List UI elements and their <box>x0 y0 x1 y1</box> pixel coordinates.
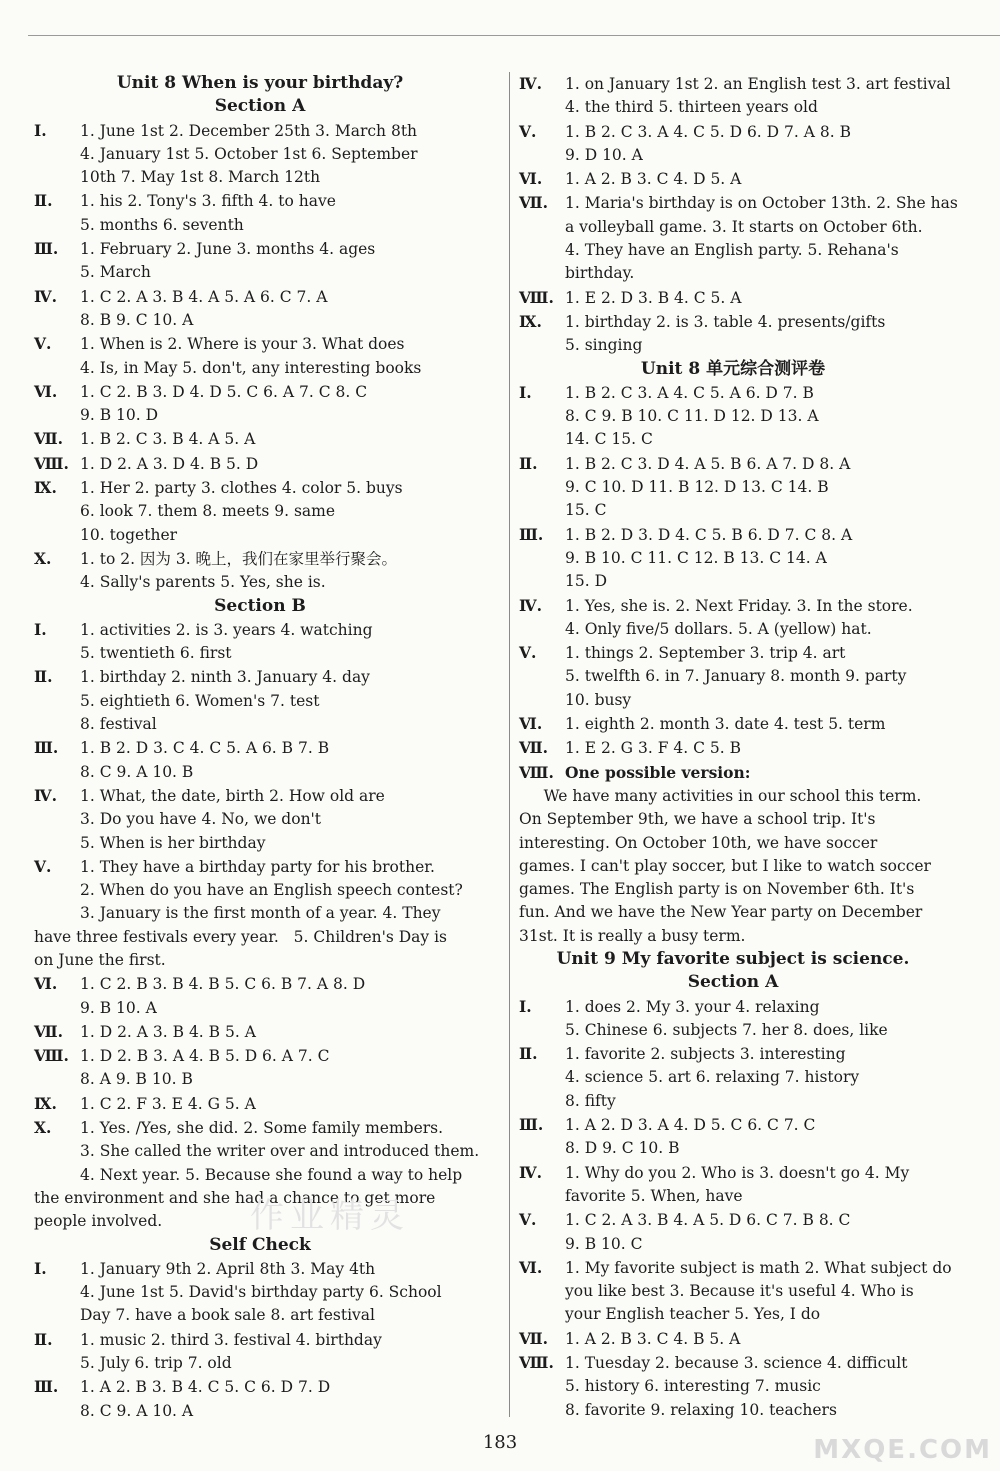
answer-line <box>519 167 947 191</box>
question-number: Ⅸ. <box>34 478 57 498</box>
answer-text: 1. C 2. A 3. B 4. A 5. A 6. C 7. A <box>80 287 328 306</box>
answer-line <box>34 713 486 736</box>
answer-text: 1. eighth 2. month 3. date 4. test 5. term <box>565 715 886 734</box>
answer-text: 4. January 1st 5. October 1st 6. September <box>80 144 418 163</box>
answer-line <box>519 144 947 167</box>
answer-text: 8. C 9. A 10. A <box>80 1401 194 1420</box>
answer-text: One possible version: <box>565 762 751 782</box>
question-number: Ⅱ. <box>34 1329 53 1349</box>
answer-text: 2. When do you have an English speech contest? <box>80 881 463 900</box>
question-number: Ⅹ. <box>34 1118 52 1138</box>
answer-text: 3. She called the writer over and introduced them. <box>80 1142 480 1161</box>
answer-line <box>519 96 947 119</box>
answer-text: 1. does 2. My 3. your 4. relaxing <box>565 997 820 1016</box>
answer-line <box>519 736 947 760</box>
question-number: Ⅱ. <box>519 453 538 473</box>
answer-line <box>519 262 947 285</box>
answer-text: 5. March <box>80 263 151 282</box>
answer-text: 9. B 10. C <box>565 1234 643 1253</box>
answer-line <box>519 925 947 948</box>
answer-line <box>519 310 947 334</box>
answer-line <box>519 641 947 665</box>
answer-line <box>34 427 486 451</box>
answer-text: 1. music 2. third 3. festival 4. birthday <box>80 1330 382 1349</box>
question-number: Ⅷ. <box>34 453 69 473</box>
answer-line <box>519 1351 947 1375</box>
answer-line <box>34 1020 486 1044</box>
answer-text: 1. E 2. G 3. F 4. C 5. B <box>565 739 741 758</box>
answer-text: 1. B 2. C 3. A 4. C 5. D 6. D 7. A 8. B <box>565 122 851 141</box>
answer-line <box>34 855 486 879</box>
answer-text: 8. festival <box>80 715 157 734</box>
answer-text: interesting. On October 10th, we have soccer <box>519 833 878 852</box>
question-number: Ⅳ. <box>519 74 542 93</box>
answer-text: 1. things 2. September 3. trip 4. art <box>565 644 846 663</box>
answer-line <box>519 1399 947 1422</box>
answer-line <box>34 879 486 902</box>
answer-text: 1. A 2. B 3. C 4. B 5. A <box>565 1329 741 1348</box>
answer-line <box>34 452 486 476</box>
answer-line <box>519 381 947 405</box>
answer-text: 10. busy <box>565 690 632 709</box>
answer-line <box>519 72 951 96</box>
answer-text: 5. eightieth 6. Women's 7. test <box>80 691 320 710</box>
answer-text: 1. B 2. C 3. D 4. A 5. B 6. A 7. D 8. A <box>565 454 851 473</box>
answer-line <box>34 1304 486 1327</box>
answer-line <box>519 286 947 310</box>
answer-line <box>34 1328 486 1352</box>
answer-line <box>519 594 947 618</box>
question-number: Ⅰ. <box>34 619 47 639</box>
question-number: Ⅴ. <box>519 643 537 663</box>
answer-line <box>34 237 486 261</box>
answer-text: 8. favorite 9. relaxing 10. teachers <box>565 1400 837 1419</box>
answer-text: 9. D 10. A <box>565 145 643 164</box>
answer-text: 1. My favorite subject is math 2. What subject do <box>565 1258 952 1277</box>
answer-line <box>34 1116 486 1140</box>
answer-line <box>519 1375 947 1398</box>
answer-text: 1. January 9th 2. April 8th 3. May 4th <box>80 1259 376 1278</box>
answer-line <box>34 189 486 213</box>
answer-line <box>34 736 486 760</box>
question-number: Ⅶ. <box>519 1328 549 1348</box>
answer-line <box>519 1327 947 1351</box>
answer-line <box>519 1019 947 1042</box>
answer-line <box>519 1185 947 1208</box>
question-number: Ⅱ. <box>519 1044 538 1064</box>
answer-text: 15. C <box>565 501 607 520</box>
answer-line <box>34 380 486 404</box>
answer-text: 1. A 2. B 3. C 4. D 5. A <box>565 170 742 189</box>
answer-line <box>34 1164 486 1187</box>
answer-text: 8. C 9. B 10. C 11. D 12. D 13. A <box>565 407 819 426</box>
answer-text: 3. Do you have 4. No, we don't <box>80 810 322 829</box>
answer-text: 1. A 2. B 3. B 4. C 5. C 6. D 7. D <box>80 1378 331 1397</box>
answer-line <box>34 404 486 427</box>
question-number: Ⅴ. <box>519 1210 537 1230</box>
answer-text: 4. science 5. art 6. relaxing 7. history <box>565 1068 860 1087</box>
answer-line <box>519 995 947 1019</box>
answer-text: you like best 3. Because it's useful 4. Who is <box>565 1282 914 1301</box>
answer-line <box>519 499 947 522</box>
answer-text: 1. activities 2. is 3. years 4. watching <box>80 620 373 639</box>
question-number: Ⅷ. <box>519 762 554 782</box>
answer-line <box>34 1352 486 1375</box>
answer-text: 1. C 2. F 3. E 4. G 5. A <box>80 1094 256 1113</box>
answer-line <box>34 997 486 1020</box>
answer-line <box>34 1375 486 1399</box>
answer-text: 1. They have a birthday party for his brother. <box>80 857 435 876</box>
answer-text: 1. B 2. D 3. D 4. C 5. B 6. D 7. C 8. A <box>565 525 853 544</box>
answer-text: 1. C 2. B 3. B 4. B 5. C 6. B 7. A 8. D <box>80 975 366 994</box>
answer-line <box>519 1137 947 1160</box>
question-number: Ⅵ. <box>34 381 58 401</box>
answer-line <box>519 901 947 924</box>
answer-line <box>519 191 958 215</box>
answer-line <box>34 1400 486 1423</box>
answer-text: 1. birthday 2. ninth 3. January 4. day <box>80 668 370 687</box>
question-number: Ⅰ. <box>519 996 532 1016</box>
answer-text: 1. C 2. B 3. D 4. D 5. C 6. A 7. C 8. C <box>80 382 368 401</box>
section-heading: Unit 8 When is your birthday? <box>116 73 404 93</box>
question-number: Ⅵ. <box>519 169 543 189</box>
answer-text: 6. look 7. them 8. meets 9. same <box>80 502 336 521</box>
top-rule <box>28 35 1000 36</box>
answer-line <box>34 571 486 594</box>
page-number: 183 <box>482 1432 518 1453</box>
question-number: Ⅱ. <box>34 667 53 687</box>
answer-line <box>519 1233 947 1256</box>
answer-text: 1. to 2. 因为 3. 晚上，我们在家里举行聚会。 <box>80 549 398 568</box>
answer-line <box>519 689 947 712</box>
answer-text: a volleyball game. 3. It starts on October 6th. <box>565 217 923 236</box>
answer-line <box>34 500 486 523</box>
answer-line <box>519 878 947 901</box>
answer-line <box>34 1092 486 1116</box>
answer-text: 1. E 2. D 3. B 4. C 5. A <box>565 288 742 307</box>
answer-text: 1. When is 2. Where is your 3. What does <box>80 335 405 354</box>
answer-line <box>34 332 486 356</box>
question-number: Ⅳ. <box>519 1162 542 1182</box>
answer-text: 8. C 9. A 10. B <box>80 762 194 781</box>
answer-line <box>34 524 486 547</box>
question-number: Ⅵ. <box>519 1257 543 1277</box>
answer-line <box>34 547 486 571</box>
answer-line <box>519 665 947 688</box>
answer-text: 4. Only five/5 dollars. 5. A (yellow) hat. <box>565 619 872 638</box>
question-number: Ⅴ. <box>34 334 52 354</box>
answer-text: people involved. <box>34 1212 163 1231</box>
answer-text: 1. Yes. /Yes, she did. 2. Some family members. <box>80 1119 444 1138</box>
answer-text: 8. B 9. C 10. A <box>80 310 194 329</box>
answer-text: 8. D 9. C 10. B <box>565 1139 680 1158</box>
answer-text: have three festivals every year. 5. Children's Day is <box>34 927 448 946</box>
answer-text: 5. July 6. trip 7. old <box>80 1354 232 1373</box>
answer-text: 5. singing <box>565 336 643 355</box>
answer-line <box>34 902 486 925</box>
question-number: Ⅲ. <box>34 1377 59 1397</box>
answer-text: games. I can't play soccer, but I like to watch soccer <box>519 856 931 875</box>
answer-text: 9. B 10. A <box>80 998 157 1017</box>
answer-line <box>519 523 947 547</box>
answer-line <box>519 1256 952 1280</box>
answer-text: 1. What, the date, birth 2. How old are <box>80 786 385 805</box>
right-column <box>519 72 958 1422</box>
answer-line <box>34 1281 486 1304</box>
answer-text: 14. C 15. C <box>565 430 653 449</box>
answer-text: games. The English party is on November 6th. It's <box>519 880 915 899</box>
answer-line <box>519 428 947 451</box>
answer-line <box>519 405 947 428</box>
question-number: Ⅵ. <box>34 974 58 994</box>
answer-line <box>519 1208 947 1232</box>
question-number: Ⅹ. <box>34 548 52 568</box>
answer-text: 5. twelfth 6. in 7. January 8. month 9. party <box>565 667 907 686</box>
answer-line <box>34 357 486 380</box>
question-number: Ⅲ. <box>34 239 59 259</box>
answer-text: 1. A 2. D 3. A 4. D 5. C 6. C 7. C <box>565 1116 816 1135</box>
answer-line <box>519 547 947 570</box>
answer-line <box>34 949 486 972</box>
answer-line <box>34 784 486 808</box>
question-number: Ⅱ. <box>34 191 53 211</box>
question-number: Ⅳ. <box>34 785 57 805</box>
question-number: Ⅲ. <box>519 1115 544 1135</box>
answer-text: Day 7. have a book sale 8. art festival <box>80 1306 375 1325</box>
answer-line <box>34 972 486 996</box>
answer-line <box>519 334 947 357</box>
answer-text: 1. his 2. Tony's 3. fifth 4. to have <box>80 192 336 211</box>
answer-text: 1. B 2. C 3. A 4. C 5. A 6. D 7. B <box>565 383 814 402</box>
answer-text: 5. When is her birthday <box>80 833 266 852</box>
section-heading: Section A <box>214 96 306 117</box>
answer-text: 31st. It is really a busy term. <box>519 926 746 945</box>
answer-line <box>519 570 947 593</box>
answer-text: On September 9th, we have a school trip. It's <box>519 810 876 829</box>
answer-line <box>34 1257 486 1281</box>
answer-text: 5. history 6. interesting 7. music <box>565 1377 821 1396</box>
answer-text: 1. B 2. C 3. B 4. A 5. A <box>80 430 256 449</box>
question-number: Ⅰ. <box>519 382 532 402</box>
section-heading: Unit 8 单元综合测评卷 <box>640 358 826 379</box>
answer-line <box>34 476 486 500</box>
answer-line <box>519 476 947 499</box>
question-number: Ⅶ. <box>34 1021 64 1041</box>
section-heading: Self Check <box>209 1234 311 1255</box>
answer-text: 9. B 10. D <box>80 406 159 425</box>
answer-line <box>34 261 486 284</box>
answer-line <box>34 1068 486 1091</box>
question-number: Ⅷ. <box>519 1353 554 1373</box>
answer-text: 10th 7. May 1st 8. March 12th <box>80 168 321 187</box>
answer-line <box>34 642 486 665</box>
question-number: Ⅰ. <box>34 120 47 140</box>
section-heading: Section B <box>214 595 306 616</box>
answer-text: 4. June 1st 5. David's birthday party 6. School <box>80 1283 442 1302</box>
answer-line <box>519 1303 947 1326</box>
answer-text: 1. Yes, she is. 2. Next Friday. 3. In the store. <box>565 596 913 615</box>
faint-watermark: 作业精灵 <box>250 1196 410 1236</box>
answer-line <box>34 761 486 784</box>
question-number: Ⅵ. <box>519 714 543 734</box>
answer-line <box>34 143 486 166</box>
answer-text: 4. Is, in May 5. don't, any interesting books <box>80 358 422 377</box>
question-number: Ⅶ. <box>519 738 549 758</box>
question-number: Ⅷ. <box>519 287 554 307</box>
answer-text: 4. Sally's parents 5. Yes, she is. <box>80 573 326 592</box>
question-number: Ⅶ. <box>519 193 549 213</box>
answer-text: 1. on January 1st 2. an English test 3. art festival <box>565 75 951 93</box>
answer-line <box>34 665 486 689</box>
answer-text: 1. D 2. B 3. A 4. B 5. D 6. A 7. C <box>80 1047 330 1066</box>
answer-text: 5. months 6. seventh <box>80 215 244 234</box>
answer-line <box>519 855 947 878</box>
answer-line <box>519 452 947 476</box>
answer-text: 4. They have an English party. 5. Rehana's <box>565 241 899 260</box>
section-heading: Unit 9 My favorite subject is science. <box>556 948 910 969</box>
answer-text: birthday. <box>565 264 635 283</box>
answer-text: 1. Her 2. party 3. clothes 4. color 5. buys <box>80 479 403 498</box>
answer-line <box>519 761 947 785</box>
answer-text: fun. And we have the New Year party on December <box>519 903 923 922</box>
answer-text: 1. Maria's birthday is on October 13th. 2. She has <box>565 194 958 213</box>
answer-text: your English teacher 5. Yes, I do <box>565 1305 821 1324</box>
question-number: Ⅷ. <box>34 1046 69 1066</box>
answer-line <box>34 618 486 642</box>
answer-line <box>34 285 486 309</box>
question-number: Ⅲ. <box>34 738 59 758</box>
question-number: Ⅲ. <box>519 524 544 544</box>
answer-line <box>519 1066 947 1089</box>
answer-line <box>519 712 947 736</box>
answer-text: 1. February 2. June 3. months 4. ages <box>80 240 376 259</box>
answer-line <box>519 1042 947 1066</box>
answer-text: the environment and she had a chance to get more <box>34 1188 436 1207</box>
question-number: Ⅴ. <box>34 856 52 876</box>
answer-text: 1. D 2. A 3. B 4. B 5. A <box>80 1022 256 1041</box>
answer-text: 1. June 1st 2. December 25th 3. March 8th <box>80 121 418 140</box>
answer-text: 1. D 2. A 3. D 4. B 5. D <box>80 454 259 473</box>
answer-line <box>34 119 486 143</box>
answer-text: 1. birthday 2. is 3. table 4. presents/gifts <box>565 312 886 331</box>
answer-text: 1. C 2. A 3. B 4. A 5. D 6. C 7. B 8. C <box>565 1211 851 1230</box>
answer-text: 8. fifty <box>565 1091 616 1110</box>
section-heading: Section A <box>687 972 779 993</box>
answer-text: 1. B 2. D 3. C 4. C 5. A 6. B 7. B <box>80 739 330 758</box>
answer-text: 15. D <box>565 572 608 591</box>
question-number: Ⅸ. <box>34 1093 57 1113</box>
answer-line <box>34 166 486 189</box>
answer-line <box>519 808 947 831</box>
answer-text: 4. Next year. 5. Because she found a way to help <box>80 1165 463 1184</box>
answer-text: 3. January is the first month of a year. 4. They <box>80 904 441 923</box>
answer-text: 5. twentieth 6. first <box>80 644 232 663</box>
question-number: Ⅰ. <box>34 1258 47 1278</box>
answer-text: on June the first. <box>34 950 166 969</box>
answer-text: 1. Why do you 2. Who is 3. doesn't go 4. My <box>565 1163 910 1182</box>
answer-line <box>519 832 947 855</box>
answer-line <box>519 120 947 144</box>
answer-line <box>519 1090 947 1113</box>
answer-line <box>519 618 947 641</box>
answer-text: 1. Tuesday 2. because 3. science 4. difficult <box>565 1354 908 1373</box>
answer-text: 5. Chinese 6. subjects 7. her 8. does, like <box>565 1020 888 1039</box>
answer-line <box>519 239 947 262</box>
question-number: Ⅳ. <box>34 286 57 306</box>
answer-text: 10. together <box>80 525 178 544</box>
answer-text: 9. C 10. D 11. B 12. D 13. C 14. B <box>565 478 829 497</box>
answer-line <box>519 1280 947 1303</box>
question-number: Ⅶ. <box>34 429 64 449</box>
answer-line <box>34 690 486 713</box>
column-divider <box>509 72 510 1417</box>
answer-line <box>34 926 486 949</box>
answer-text: 1. favorite 2. subjects 3. interesting <box>565 1045 846 1064</box>
site-watermark: MXQE.COM <box>813 1435 992 1465</box>
answer-line <box>519 1161 947 1185</box>
answer-line <box>519 216 947 239</box>
answer-text: favorite 5. When, have <box>565 1186 743 1205</box>
answer-line <box>519 785 947 808</box>
question-number: Ⅸ. <box>519 311 542 331</box>
answer-text: 8. A 9. B 10. B <box>80 1070 193 1089</box>
question-number: Ⅴ. <box>519 121 537 141</box>
answer-line <box>34 1044 486 1068</box>
answer-line <box>519 1113 947 1137</box>
answer-text: 9. B 10. C 11. C 12. B 13. C 14. A <box>565 548 827 567</box>
answer-line <box>34 808 486 831</box>
answer-text: 4. the third 5. thirteen years old <box>565 98 818 117</box>
answer-line <box>34 309 486 332</box>
answer-line <box>34 832 486 855</box>
answer-line <box>34 214 486 237</box>
question-number: Ⅳ. <box>519 595 542 615</box>
answer-text: We have many activities in our school this term. <box>519 786 922 805</box>
answer-line <box>34 1140 486 1163</box>
